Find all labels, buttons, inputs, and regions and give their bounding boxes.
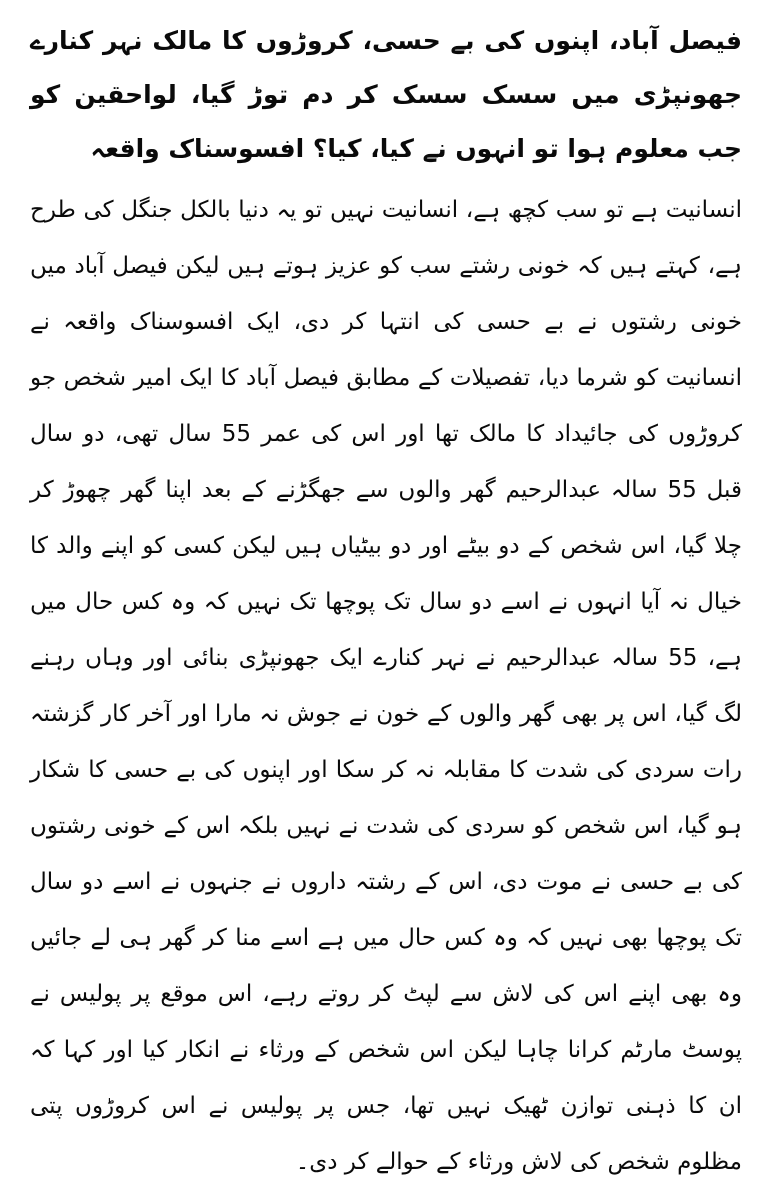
article-body: انسانیت ہے تو سب کچھ ہے، انسانیت نہیں تو یہ دنیا بالکل جنگل کی طرح ہے، کہتے ہیں کہ خونی رشتے سب کو عزیز ہوتے ہیں لیکن فیصل آباد میں خونی رشتوں نے بے حسی کی انتہا کر دی، ایک افسوسناک واقعہ نے انسانیت کو شرما دیا، تفصیلات کے مطابق فیصل آباد کا ایک امیر شخص جو کروڑوں کی جائیداد کا مالک تھا اور اس کی عمر 55 سال تھی، دو سال قبل 55 سالہ عبدالرحیم گھر والوں سے جھگڑنے کے بعد اپنا گھر چھوڑ کر چلا گیا، اس شخص کے دو بیٹے اور دو بیٹیاں ہیں لیکن کسی کو اپنے والد کا خیال نہ آیا انہوں نے اسے دو سال تک پوچھا تک نہیں کہ وہ کس حال میں ہے، 55 سالہ عبدالرحیم نے نہر کنارے ایک جھونپڑی بنائی اور وہاں رہنے لگ گیا، اس پر بھی گھر والوں کے خون نے جوش نہ مارا اور آخر کار گزشتہ رات سردی کی شدت کا مقابلہ نہ کر سکا اور اپنوں کی بے حسی کا شکار ہو گیا، اس شخص کو سردی کی شدت نے نہیں بلکہ اس کے خونی رشتوں کی بے حسی نے موت دی، اس کے رشتہ داروں نے جنہوں نے اسے دو سال تک پوچھا بھی نہیں کہ وہ کس حال میں ہے اسے منا کر گھر ہی لے جائیں وہ بھی اپنے اس کی لاش سے لپٹ کر روتے رہے، اس موقع پر پولیس نے پوسٹ مارٹم کرانا چاہا لیکن اس شخص کے ورثاء نے انکار کیا اور کہا کہ ان کا ذہنی توازن ٹھیک نہیں تھا، جس پر پولیس نے اس کروڑوں پتی مظلوم شخص کی لاش ورثاء کے حوالے کر دی۔ [30, 197, 742, 1175]
article [30, 14, 742, 1190]
article-headline: فیصل آباد، اپنوں کی بے حسی، کروڑوں کا مالک نہر کنارے جھونپڑی میں سسک سسک کر دم توڑ گیا، لواحقین کو جب معلوم ہوا تو انہوں نے کیا، کیا؟ افسوسناک واقعہ [30, 26, 742, 163]
